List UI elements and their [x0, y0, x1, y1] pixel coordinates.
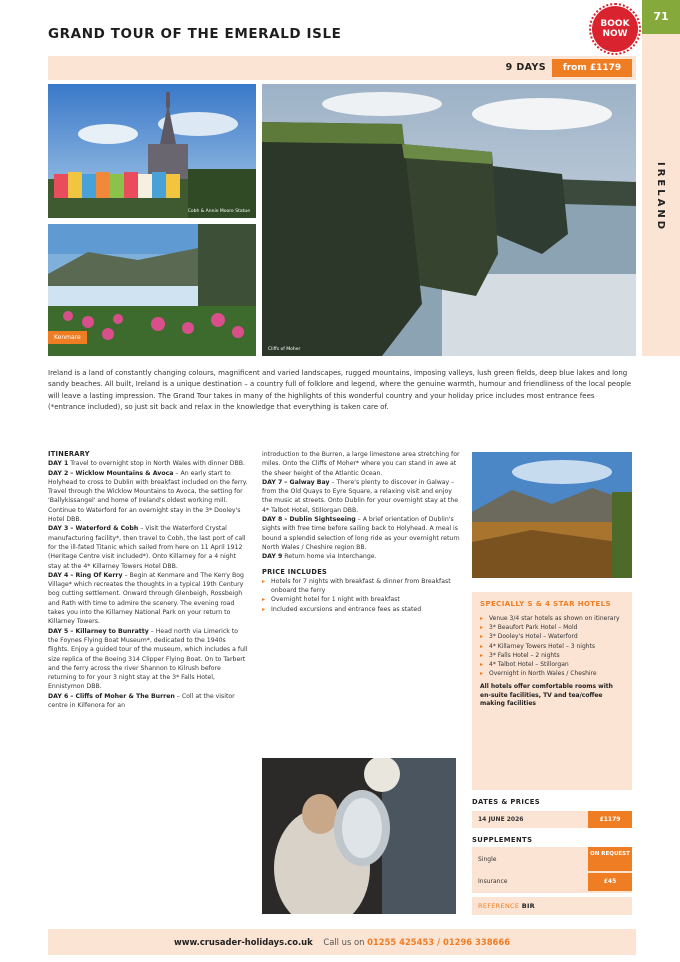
itinerary-day: DAY 2 – Wicklow Mountains & Avoca – An early start to Holyhead to cross to Dublin with breakfast included on the ferry. Travel through the Wicklow Mountains to Avoca, the setting for 'Ballykissangel' and home of Ireland's oldest working mill. Continue to Waterford for an overnight stay in the 3* Dooley's Hotel DBB. — [48, 469, 248, 524]
tour-duration: 9 DAYS — [505, 62, 546, 73]
price-includes-heading: PRICE INCLUDES — [262, 567, 328, 576]
tour-info-bar — [48, 56, 636, 80]
supplements-heading: SUPPLEMENTS — [472, 836, 533, 844]
itinerary-day: DAY 8 – Dublin Sightseeing – A brief orientation of Dublin's sights with free time before sailing back to Holyhead. A meal is bound a splendid selection of long ride as your overnight return North Wales / Cheshire region BB. — [262, 516, 460, 551]
photo-caption: Cobh & Annie Moore Statue — [187, 209, 250, 214]
reference-label: REFERENCE — [478, 902, 520, 910]
reference-box — [472, 897, 632, 915]
landscape-image — [472, 452, 632, 578]
hotel-item: ▸ 4* Killarney Towers Hotel – 3 nights — [480, 642, 624, 651]
page-title: GRAND TOUR OF THE EMERALD ISLE — [48, 26, 342, 42]
place-tag: Kenmare — [48, 331, 87, 344]
supplement-label: Insurance — [478, 878, 508, 885]
itinerary-day: DAY 3 – Waterford & Cobh – Visit the Waterford Crystal manufacturing facility*, then travel to Cobh, the last port of call for the ill-fated Titanic which sailed from here on 11 April 1912 (Heritage Centre visit included*). Onto Killarney for a 4 night stay at the 4* Killarney Towers Hotel DBB. — [48, 525, 246, 570]
call-label: Call us on — [323, 937, 365, 947]
itinerary-day: DAY 9 Return home via Interchange. — [262, 553, 377, 561]
country-label: IRELAND — [655, 162, 666, 233]
website-link[interactable]: www.crusader-holidays.co.uk — [173, 937, 313, 947]
supplement-price: ON REQUEST — [588, 847, 632, 871]
hotel-item: ▸ 3* Falls Hotel – 2 nights — [480, 651, 624, 660]
hotel-item: ▸ 4* Talbot Hotel – Stillorgan — [480, 660, 624, 669]
hotel-item: ▸ Overnight in North Wales / Cheshire — [480, 669, 624, 678]
photo-cliffs-of-moher — [262, 84, 636, 356]
hotel-item: ▸ 3* Beaufort Park Hotel – Mold — [480, 623, 624, 632]
photo-crystal-cutting — [262, 758, 456, 914]
hotel-item: ▸ 3* Dooley's Hotel – Waterford — [480, 632, 624, 641]
page-number: 71 — [642, 0, 680, 34]
photo-caption: Cliffs of Moher — [268, 347, 301, 352]
itinerary-column-1 — [48, 450, 248, 710]
hotels-list — [480, 614, 624, 678]
hotels-title: SPECIALLY S & 4 STAR HOTELS — [480, 600, 611, 608]
footer-bar — [48, 929, 636, 955]
photo-cobh — [48, 84, 256, 218]
itinerary-day: DAY 4 – Ring Of Kerry – Begin at Kenmare and The Kerry Bog Village* which recreates the thoughts in a typical 19th Century bog cutting settlement. Onward through Glenbeigh, Rossbeigh and Rath with time to admire the scenery. The evening road takes you into the Killarney National Park on your return to Killarney Towers. — [48, 571, 244, 626]
itinerary-column-2 — [262, 450, 460, 614]
itinerary-day: DAY 5 – Killarney to Bunratty – Head north via Limerick to the Foynes Flying Boat Museum*, dedicated to the 1940s flights. Enjoy a guided tour of the museum, which includes a full size replica of the Boeing 314 Clipper Flying Boat. On to Tarbert and the ferry across the river Shannon to Kilrush before returning to for your 3 night stay at the 3* Falls Hotel, Ennistymon DBB. — [48, 627, 248, 691]
cobh-image — [48, 84, 256, 218]
itinerary-heading: ITINERARY — [48, 450, 90, 458]
supplement-price: £45 — [588, 873, 632, 891]
phone-numbers[interactable]: 01255 425453 / 01296 338666 — [367, 937, 511, 947]
hotel-item: ▸ Venue 3/4 star hotels as shown on itinerary — [480, 614, 624, 623]
cliffs-image — [262, 84, 636, 356]
departure-price: £1179 — [588, 811, 632, 828]
price-includes-item: ▸ Hotels for 7 nights with breakfast & dinner from Breakfast onboard the ferry — [262, 577, 460, 596]
itinerary-day: DAY 7 – Galway Bay – There's plenty to discover in Galway – from the Old Quays to Eyre Square, a relaxing visit and enjoy the music at streets. Onto Dublin for your overnight stay at the 4* Talbot Hotel, Stillorgan DBB. — [262, 478, 459, 514]
itinerary-day: DAY 6 – Cliffs of Moher & The Burren – Coll at the visitor centre in Kilfenora for an — [48, 692, 235, 710]
book-now-badge[interactable]: BOOK NOW — [592, 6, 638, 52]
photo-kenmare — [48, 224, 256, 356]
hotels-box — [472, 592, 632, 790]
itinerary-day: introduction to the Burren, a large limestone area stretching for miles. Onto the Cliffs of Moher* where you can stand in awe at the sheer height of the Atlantic Ocean. — [262, 451, 460, 477]
intro-paragraph: Ireland is a land of constantly changing colours, magnificent and varied landscapes, rugged mountains, imposing valleys, lush green fields, deep blue lakes and long sandy beaches. All built, Ireland is a unique destination – a country full of folklore and legend, where the genuine warmth, humour and friendliness of the local people will leave a lasting impression. The Grand Tour takes in many of the highlights of this wonderful country and your holiday price includes most entrance fees (*entrance included), so just sit back and relax in the knowledge that everything is taken care of. — [48, 369, 632, 412]
reference-code: BIR — [521, 902, 535, 910]
date-price-row — [472, 811, 632, 828]
supplements-box — [472, 847, 632, 893]
departure-date: 14 JUNE 2026 — [478, 816, 524, 823]
price-includes-item: ▸ Overnight hotel for 1 night with breakfast — [262, 595, 460, 604]
hotels-note: All hotels offer comfortable rooms with en-suite facilities, TV and tea/coffee making facilities — [480, 683, 613, 708]
price-badge: from £1179 — [552, 59, 632, 77]
price-includes-item: ▸ Included excursions and entrance fees as stated — [262, 605, 460, 614]
supplement-label: Single — [478, 856, 497, 863]
itinerary-day: DAY 1 Travel to overnight stop in North Wales with dinner DBB. — [48, 460, 245, 468]
dates-prices-heading: DATES & PRICES — [472, 798, 541, 806]
photo-landscape — [472, 452, 632, 578]
crystal-image — [262, 758, 456, 914]
